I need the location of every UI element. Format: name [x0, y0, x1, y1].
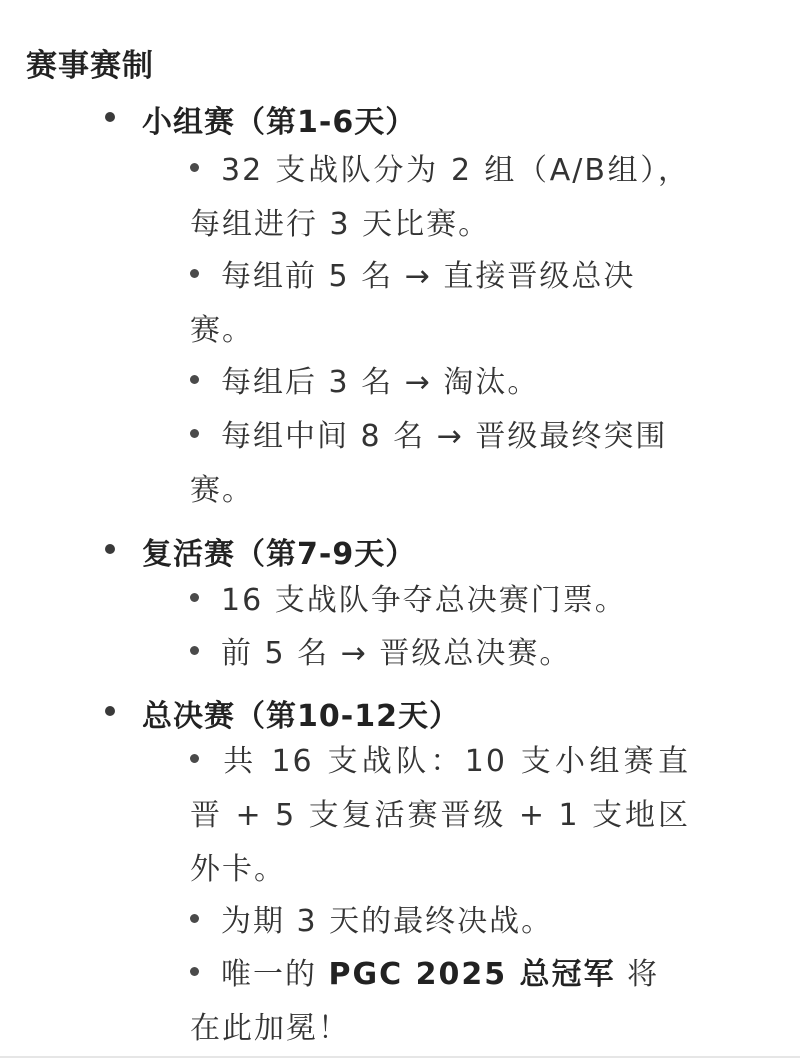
list-item: 为期 3 天的最终决战。	[190, 895, 690, 949]
bullet-icon	[190, 269, 199, 278]
bullet-icon	[190, 593, 199, 602]
bullet-icon	[190, 375, 199, 384]
list-item: 唯一的 PGC 2025 总冠军 将在此加冕！	[190, 957, 660, 1046]
section-bullet	[105, 706, 115, 716]
bullet-icon	[190, 967, 199, 976]
list-item: 每组中间 8 名 → 晋级最终突围赛。	[190, 419, 668, 508]
list-item: 16 支战队争夺总决赛门票。	[190, 574, 690, 628]
section-title-revival: 复活赛（第7-9天）	[142, 537, 417, 572]
section-title-group-stage: 小组赛（第1-6天）	[142, 105, 417, 140]
bullet-icon	[190, 429, 199, 438]
divider	[0, 1056, 800, 1058]
champion-highlight: PGC 2025 总冠军	[328, 957, 616, 992]
list-item: 前 5 名 → 晋级总决赛。	[190, 627, 690, 681]
bullet-icon	[190, 646, 199, 655]
section-bullet	[105, 112, 115, 122]
bullet-icon	[190, 914, 199, 923]
list-item: 共 16 支战队：10 支小组赛直晋 + 5 支复活赛晋级 + 1 支地区外卡。	[190, 744, 690, 887]
page-title: 赛事赛制	[26, 48, 154, 84]
bullet-icon	[190, 163, 199, 172]
list-item: 每组后 3 名 → 淘汰。	[190, 356, 690, 410]
section-bullet	[105, 544, 115, 554]
list-item: 32 支战队分为 2 组（A/B组），每组进行 3 天比赛。	[190, 153, 690, 242]
list-item: 每组前 5 名 → 直接晋级总决赛。	[190, 259, 636, 348]
section-title-finals: 总决赛（第10-12天）	[142, 699, 460, 734]
bullet-icon	[190, 754, 199, 763]
